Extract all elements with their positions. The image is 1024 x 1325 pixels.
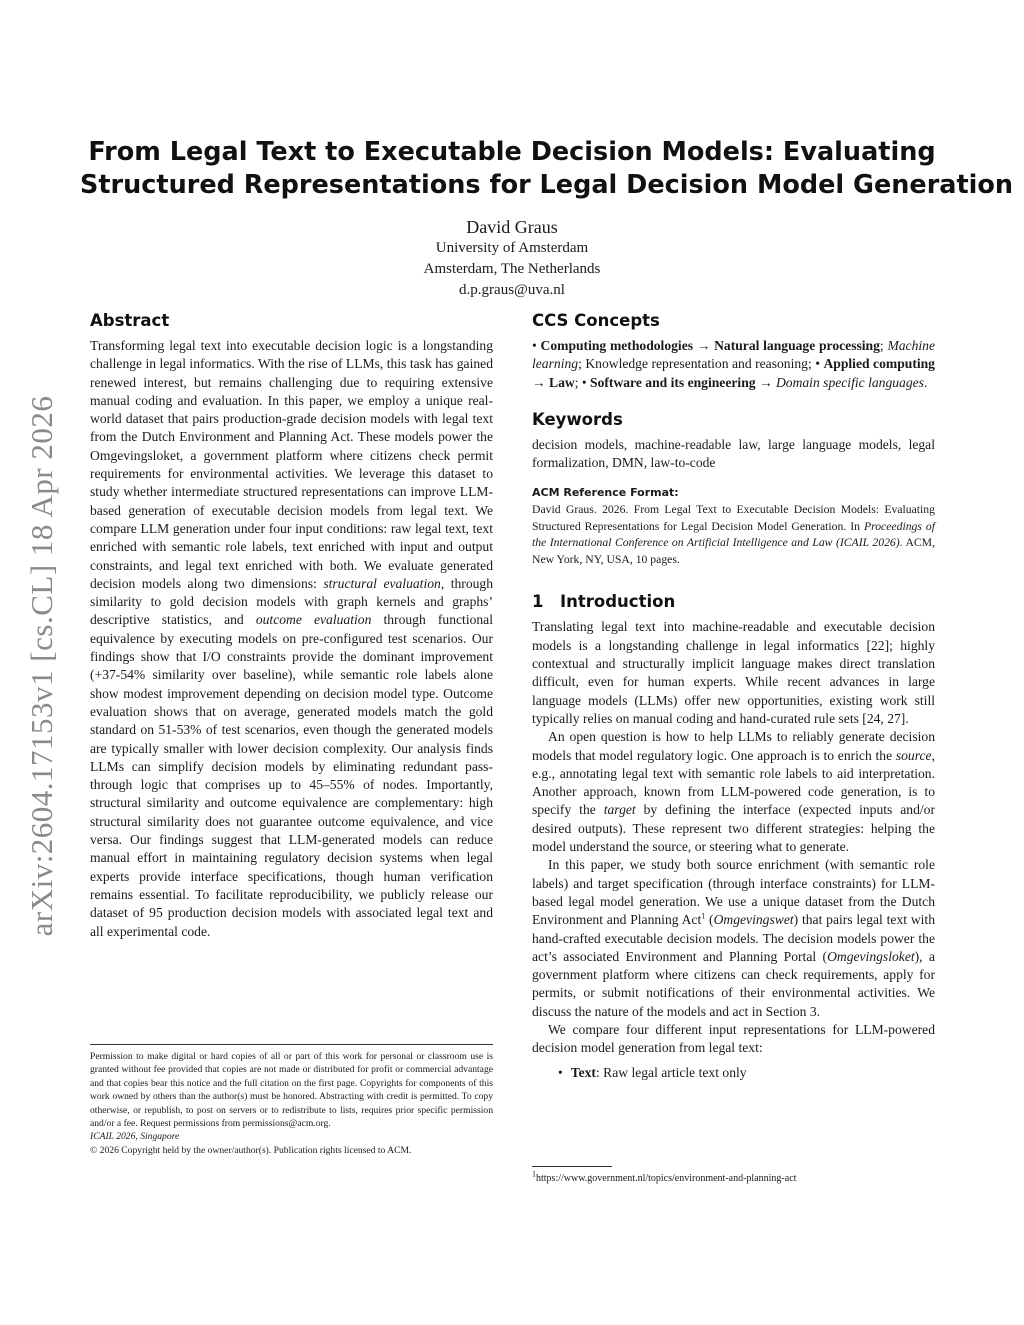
title-line-2: Structured Representations for Legal Decision Model Generation [80,170,1014,200]
author-block [312,216,712,301]
permission-copyright: © 2026 Copyright held by the owner/author(s). Publication rights licensed to ACM. [90,1144,412,1156]
footnote-url[interactable]: https://www.government.nl/topics/environment-and-planning-act [536,1173,797,1184]
list-item: • Text: Raw legal article text only [558,1064,935,1082]
footnote: $^1$https://www.government.nl/topics/environment-and-planning-act [532,1169,797,1184]
input-conditions-list [532,1064,935,1082]
footnote-marker: 1 [701,911,706,921]
permission-divider [90,1044,493,1045]
title-line-1: From Legal Text to Executable Decision Models: Evaluating [88,137,936,167]
author-email[interactable]: d.p.graus@uva.nl [459,282,565,298]
arxiv-identifier-text: arXiv:2604.17153v1 [cs.CL] 18 Apr 2026 [24,395,59,937]
author-name: David Graus [466,217,558,237]
intro-paragraph-4: We compare four different input representations for LLM-powered decision model generation from legal text: [532,1022,935,1056]
acm-reference-heading: ACM Reference Format: [532,486,679,500]
intro-paragraph-3: In this paper, we study both source enrichment (with semantic role labels) and target specification (through interface constraints) for LLM-based legal model generation. We use a unique dataset from the Dutch Environment and Planning Act$^1$ (Omgevingswet) that pairs legal text with hand-crafted executable decision models. The decision models power the act’s associated Environment and Planning Portal (Omgevingsloket), a government platform where citizens can check requirements, apply for permits, or submit notifications of their environmental activities. We discuss the nature of the models and act in Section 3. [532,857,935,1019]
introduction-heading: 1 Introduction [532,592,676,612]
right-column [532,311,935,1082]
abstract-text: Transforming legal text into executable decision logic is a longstanding challenge in legal informatics. With the rise of LLMs, this task has gained renewed interest, but remains challenging due to requiring extensive manual coding and evaluation. In this paper, we employ a unique real-world dataset that pairs production-grade decision models with legal text from the Dutch Environment and Planning Act. These models power the Omgevingsloket, a government platform where citizens check permit requirements for environmental activities. We leverage this dataset to study whether intermediate structured representations can improve LLM-based generation of executable decision models from legal text. We compare LLM generation under four input conditions: raw legal text, text enriched with semantic role labels, text enriched with input and output constraints, and legal text enriched with both. We evaluate generated decision models along two dimensions: structural evaluation, through similarity to gold decision models with graph kernels and graphs’ descriptive statistics, and outcome evaluation through functional equivalence by executing models on pre-configured test scenarios. Our findings show that I/O constraints provide the dominant improvement (+37-54% similarity over baseline), while semantic role labels alone show modest improvement depending on decision model type. Outcome evaluation shows that on average, generated models match the gold standard on 51-53% of test scenarios, even though the generated models are typically smaller with lower decision complexity. Our analysis finds LLMs can simplify decision models by eliminating redundant pass-through logic that comprises up to 45–55% of nodes. Importantly, structural similarity and outcome equivalence are complementary: high structural similarity does not guarantee outcome equivalence, and vice versa. Our findings suggest that LLM-generated models can reduce manual effort in maintaining regulatory decision systems when legal experts provide interface specifications, though human verification remains essential. To facilitate reproducibility, we publicly release our dataset of 95 production decision models with associated legal text and all experimental code. [90,338,494,939]
left-column [90,311,493,941]
acm-reference-text: David Graus. 2026. From Legal Text to Executable Decision Models: Evaluating Structured Representations for Legal Decision Model Generation. In Proceedings of the International Conference on Artificial Intelligence and Law (ICAIL 2026). ACM, New York, NY, USA, 10 pages. [532,503,935,566]
author-affiliation: University of Amsterdam [435,240,589,256]
permission-text: Permission to make digital or hard copies of all or part of this work for personal or classroom use is granted without fee provided that copies are not made or distributed for profit or commercial advantage and that copies bear this notice and the full citation on the first page. Copyrights for components of this work owned by others than the author(s) must be honored. Abstracting with credit is permitted. To copy otherwise, or republish, to post on servers or to redistribute to lists, requires prior specific permission and/or a fee. Request permissions from permissions@acm.org. [90,1051,493,1130]
ccs-heading: CCS Concepts [532,311,660,330]
footnote-divider [532,1166,612,1167]
keywords-text: decision models, machine-readable law, large language models, legal formalization, DMN, law-to-code [532,436,935,471]
permission-venue: ICAIL 2026, Singapore [90,1131,180,1143]
intro-paragraph-2: An open question is how to help LLMs to reliably generate decision models that model regulatory logic. One approach is to enrich the source, e.g., annotating legal text with semantic role labels to aid interpretation. Another approach, known from LLM-powered code generation, is to specify the target by defining the interface (expected inputs and/or desired outputs). These represent two different strategies: helping the model understand the source, or steering what to generate. [532,729,935,855]
ccs-concepts: • Computing methodologies → Natural language processing; Machine learning; Knowledge representation and reasoning; • Applied computing → Law; • Software and its engineering → Domain specific languages. [532,338,935,390]
keywords-heading: Keywords [532,409,623,429]
arxiv-identifier [18,372,66,960]
paper-title [80,136,1014,202]
abstract-heading: Abstract [90,311,170,330]
intro-paragraph-1: Translating legal text into machine-readable and executable decision models is a longstanding challenge in legal informatics [22]; highly contextual and structurally implicit language makes direct translation difficult, even for human experts. While recent advances in large language models (LLMs) offer new opportunities, existing work still typically relies on manual coding and hand-curated rule sets [24, 27]. [532,619,935,726]
permission-notice [90,1050,493,1157]
author-location: Amsterdam, The Netherlands [423,261,601,277]
